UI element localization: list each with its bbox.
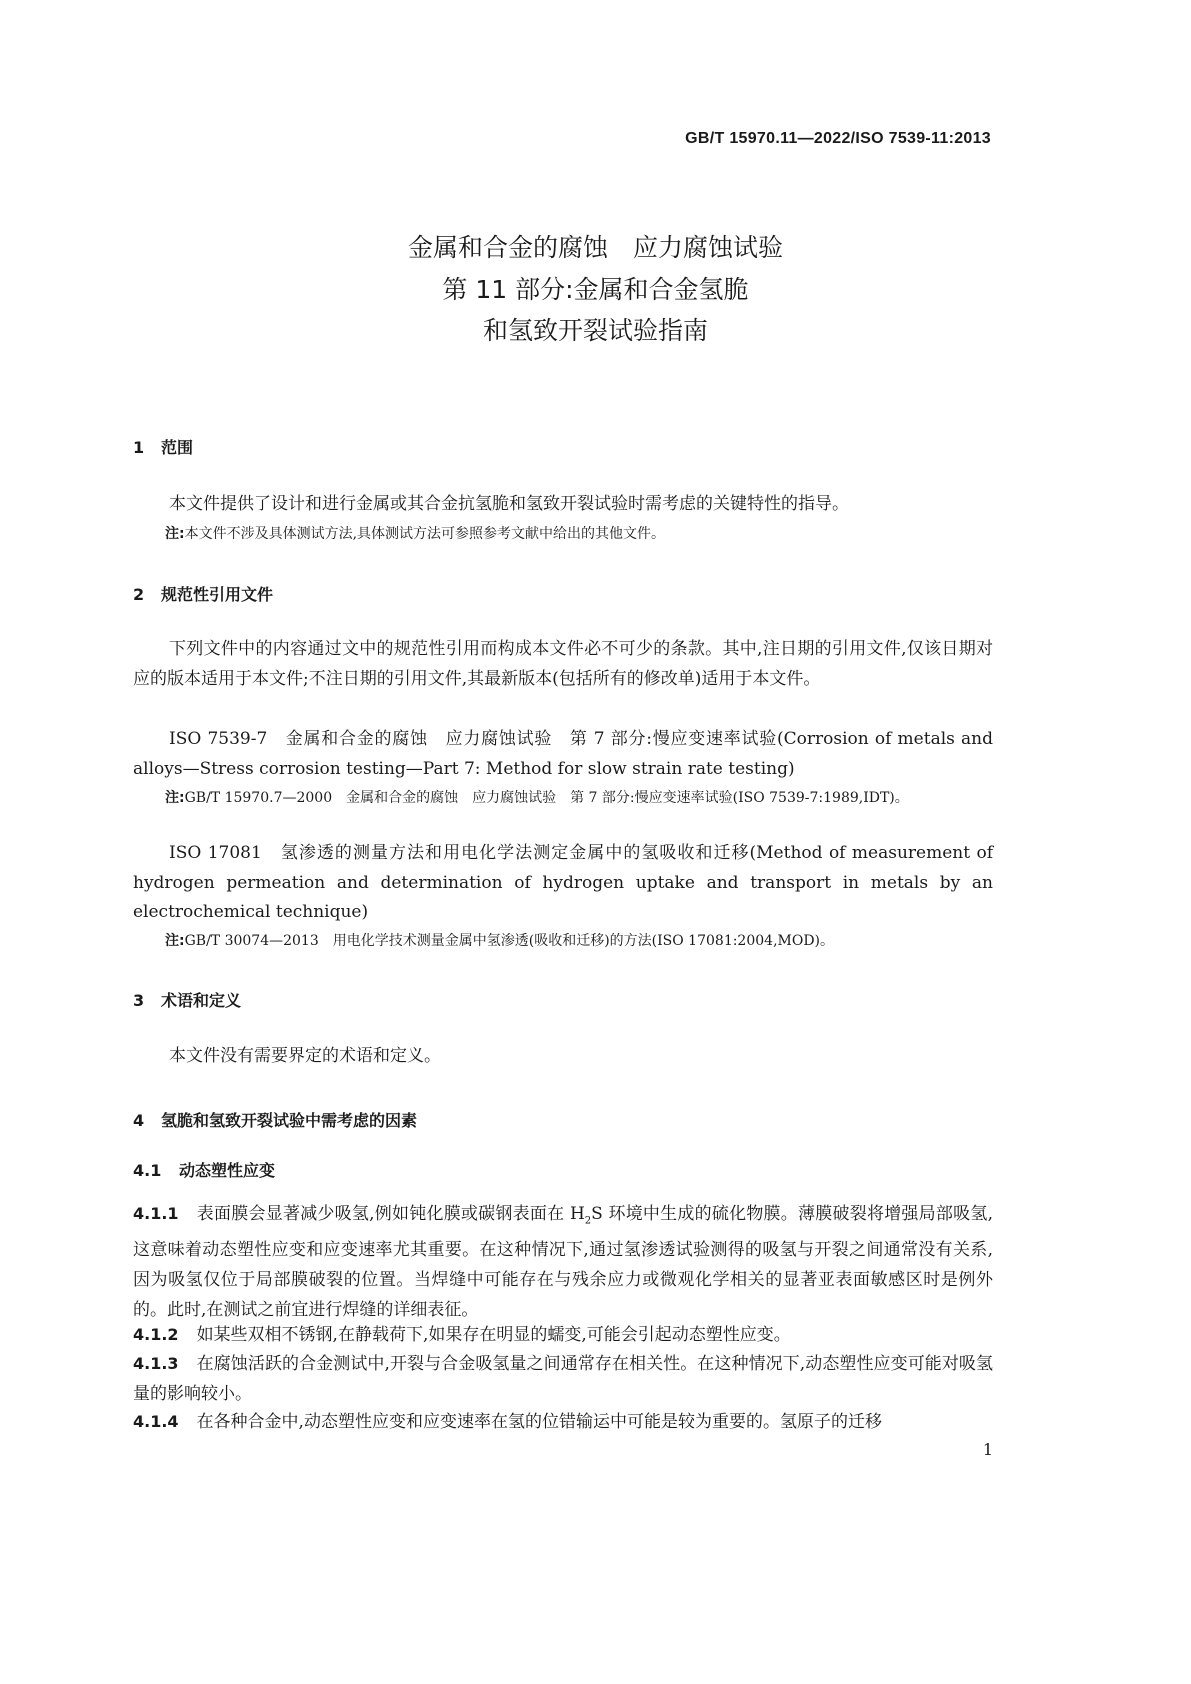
document-title-line1: 金属和合金的腐蚀 应力腐蚀试验 xyxy=(407,233,783,262)
clause-4-1-4: 4.1.4 在各种合金中,动态塑性应变和应变速率在氢的位错输运中可能是较为重要的。氢原子的迁移 xyxy=(133,1412,882,1432)
standard-number: GB/T 15970.11—2022/ISO 7539-11:2013 xyxy=(685,130,991,147)
normative-reference-iso-17081: ISO 17081 氢渗透的测量方法和用电化学法测定金属中的氢吸收和迁移(Method of measurement of hydrogen permeation and determination of hydrogen uptake and transport in metals by an electrochemical technique) xyxy=(133,843,993,923)
section-4-heading: 4 氢脆和氢致开裂试验中需考虑的因素 xyxy=(133,1111,418,1130)
clause-4-1-3: 4.1.3 在腐蚀活跃的合金测试中,开裂与合金吸氢量之间通常存在相关性。在这种情况下,动态塑性应变可能对吸氢量的影响较小。 xyxy=(133,1354,993,1404)
section-2-paragraph: 下列文件中的内容通过文中的规范性引用而构成本文件必不可少的条款。其中,注日期的引用文件,仅该日期对应的版本适用于本文件;不注日期的引用文件,其最新版本(包括所有的修改单)适用于本文件。 xyxy=(133,639,993,689)
page-number: 1 xyxy=(982,1440,993,1459)
reference-note-2: 注:GB/T 30074—2013 用电化学技术测量金属中氢渗透(吸收和迁移)的方法(ISO 17081:2004,MOD)。 xyxy=(165,933,835,949)
section-3-heading: 3 术语和定义 xyxy=(133,991,242,1010)
section-2-heading: 2 规范性引用文件 xyxy=(133,585,274,604)
clause-4-1-1: 4.1.1 表面膜会显著减少吸氢,例如钝化膜或碳钢表面在 $H_2S$ 环境中生成的硫化物膜。薄膜破裂将增强局部吸氢,这意味着动态塑性应变和应变速率尤其重要。在这种情况下,通过氢渗透试验测得的吸氢与开裂之间通常没有关系,因为吸氢仅位于局部膜破裂的位置。当焊缝中可能存在与残余应力或微观化学相关的显著亚表面敏感区时是例外的。此时,在测试之前宜进行焊缝的详细表征。 xyxy=(133,1204,993,1320)
section-1-heading: 1 范围 xyxy=(133,438,194,457)
normative-reference-iso-7539-7: ISO 7539-7 金属和合金的腐蚀 应力腐蚀试验 第 7 部分:慢应变速率试验(Corrosion of metals and alloys—Stress corrosion testing—Part 7: Method for slow strain rate testing) xyxy=(133,729,993,779)
document-title-line2: 第 11 部分:金属和合金氢脆 xyxy=(442,275,749,304)
clause-4-1-2: 4.1.2 如某些双相不锈钢,在静载荷下,如果存在明显的蠕变,可能会引起动态塑性应变。 xyxy=(133,1325,791,1345)
document-title-line3: 和氢致开裂试验指南 xyxy=(482,316,708,345)
reference-note-1: 注:GB/T 15970.7—2000 金属和合金的腐蚀 应力腐蚀试验 第 7 部分:慢应变速率试验(ISO 7539-7:1989,IDT)。 xyxy=(165,790,909,806)
section-1-note: 注:本文件不涉及具体测试方法,具体测试方法可参照参考文献中给出的其他文件。 xyxy=(165,526,666,542)
section-1-paragraph: 本文件提供了设计和进行金属或其合金抗氢脆和氢致开裂试验时需考虑的关键特性的指导。 xyxy=(169,494,849,514)
section-4-1-heading: 4.1 动态塑性应变 xyxy=(133,1161,276,1180)
section-3-paragraph: 本文件没有需要界定的术语和定义。 xyxy=(169,1046,441,1066)
